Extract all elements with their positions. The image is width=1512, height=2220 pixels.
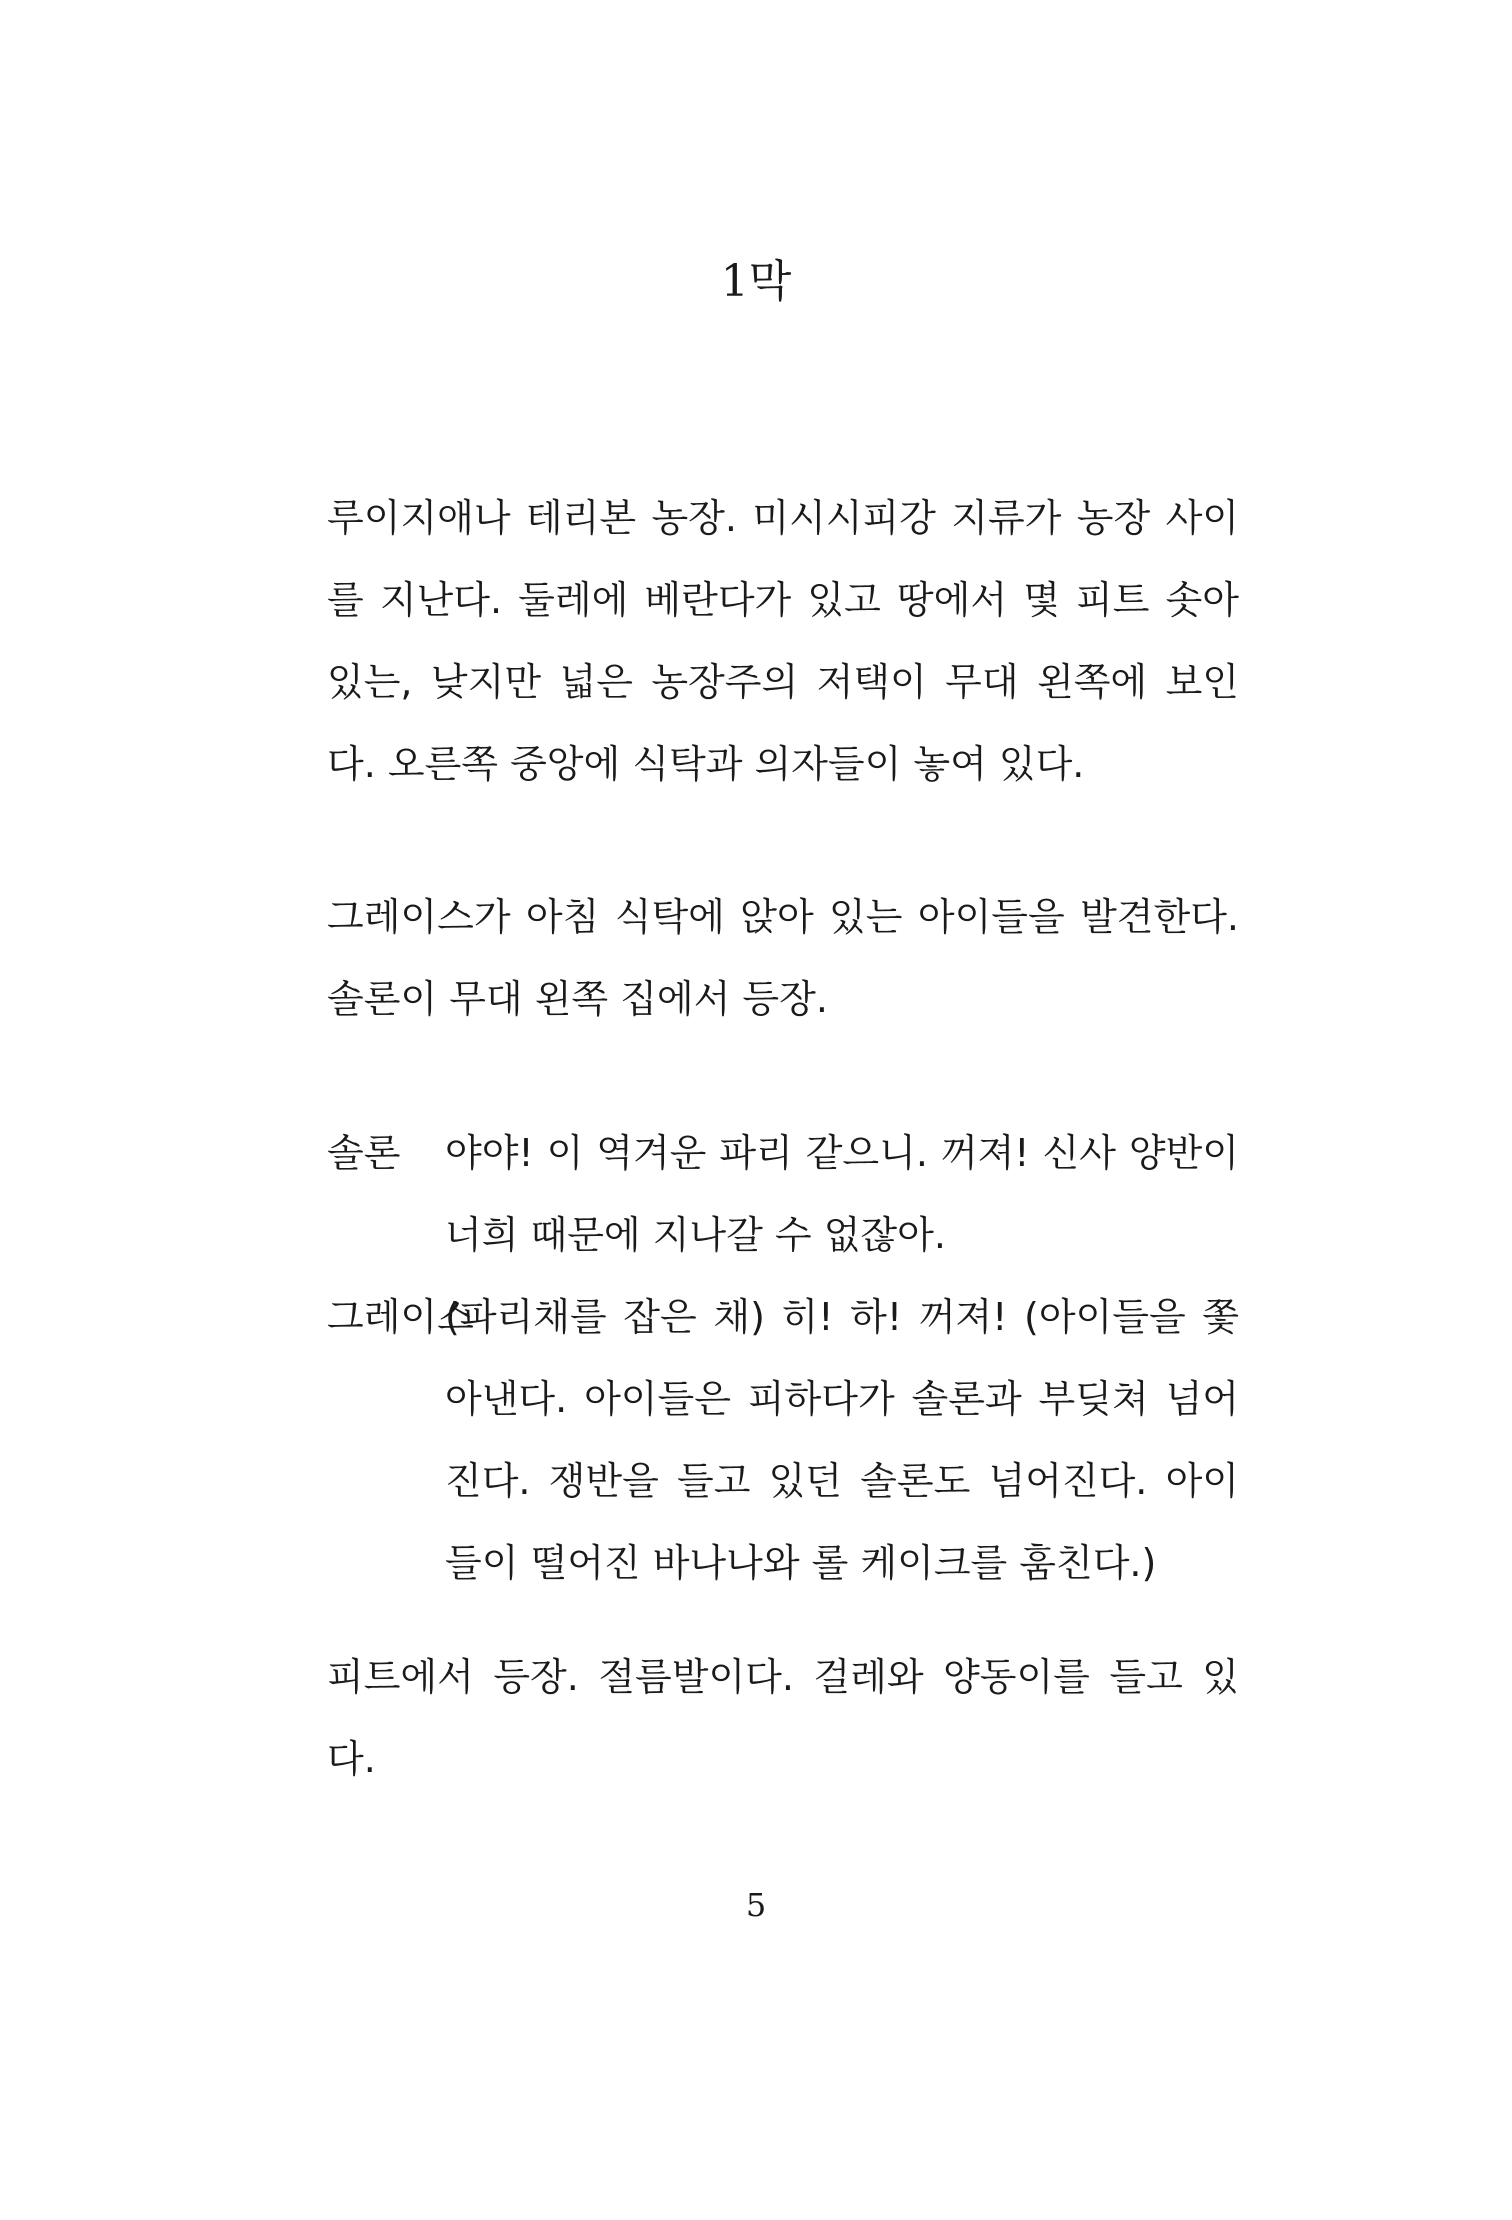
speech — [327, 1112, 1239, 1276]
speech-text: (파리채를 잡은 채) 히! 하! 꺼져! (아이들을 쫓아낸다. 아이들은 피하다가 솔론과 부딪쳐 넘어진다. 쟁반을 들고 있던 솔론도 넘어진다. 아이들이 떨어진 바나나와 롤 케이크를 훔친다.) — [445, 1295, 1239, 1585]
stage-direction-pete: 피트에서 등장. 절름발이다. 걸레와 양동이를 들고 있다. — [327, 1655, 1239, 1781]
dialogue-line-solon — [327, 1112, 1239, 1276]
stage-direction-entrance: 그레이스가 아침 식탁에 앉아 있는 아이들을 발견한다. 솔론이 무대 왼쪽 집에서 등장. — [327, 895, 1239, 1021]
dialogue-line-grace — [327, 1276, 1239, 1604]
speaker-name: 그레이스 — [327, 1295, 474, 1339]
stage-direction-setting: 루이지애나 테리본 농장. 미시시피강 지류가 농장 사이를 지난다. 둘레에 베란다가 있고 땅에서 몇 피트 솟아 있는, 낮지만 넓은 농장주의 저택이 무대 왼쪽에 보인다. 오른쪽 중앙에 식탁과 의자들이 놓여 있다. — [327, 496, 1239, 786]
speech — [327, 1276, 1239, 1604]
page-number: 5 — [745, 1886, 767, 1924]
page-title: 1막 — [720, 256, 792, 307]
speaker-name: 솔론 — [327, 1131, 401, 1175]
speech-text: 야야! 이 역겨운 파리 같으니. 꺼져! 신사 양반이 너희 때문에 지나갈 수 없잖아. — [445, 1131, 1239, 1257]
